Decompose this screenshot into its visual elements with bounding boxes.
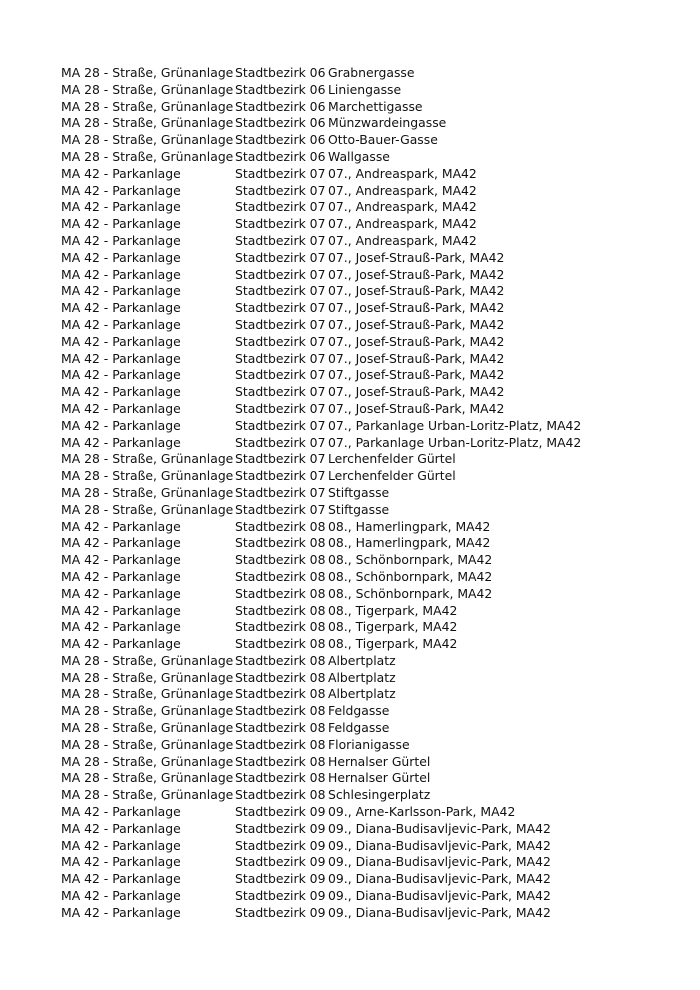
table-row xyxy=(61,519,681,536)
department-cell: MA 28 - Straße, Grünanlage xyxy=(61,669,234,685)
district-cell: Stadtbezirk 07 xyxy=(235,468,326,484)
department-cell: MA 42 - Parkanlage xyxy=(61,400,181,416)
table-row xyxy=(61,435,681,452)
table-row xyxy=(61,183,681,200)
location-cell: Feldgasse xyxy=(328,720,390,736)
table-row xyxy=(61,871,681,888)
department-cell: MA 42 - Parkanlage xyxy=(61,518,181,534)
district-cell: Stadtbezirk 07 xyxy=(235,266,326,282)
table-row xyxy=(61,267,681,284)
department-cell: MA 42 - Parkanlage xyxy=(61,232,181,248)
location-cell: Stiftgasse xyxy=(328,484,390,500)
location-cell: Hernalser Gürtel xyxy=(328,770,431,786)
location-cell: Münzwardeingasse xyxy=(328,115,447,131)
district-cell: Stadtbezirk 07 xyxy=(235,384,326,400)
department-cell: MA 42 - Parkanlage xyxy=(61,199,181,215)
district-cell: Stadtbezirk 07 xyxy=(235,165,326,181)
location-cell: 07., Josef-Strauß-Park, MA42 xyxy=(328,350,505,366)
table-row xyxy=(61,468,681,485)
table-row xyxy=(61,384,681,401)
department-cell: MA 42 - Parkanlage xyxy=(61,804,181,820)
location-cell: 07., Parkanlage Urban-Loritz-Platz, MA42 xyxy=(328,417,582,433)
table-row xyxy=(61,502,681,519)
location-cell: 08., Tigerpark, MA42 xyxy=(328,636,458,652)
location-cell: 07., Andreaspark, MA42 xyxy=(328,182,477,198)
location-cell: Marchettigasse xyxy=(328,98,423,114)
location-cell: 09., Diana-Budisavljevic-Park, MA42 xyxy=(328,854,551,870)
location-cell: 07., Andreaspark, MA42 xyxy=(328,199,477,215)
table-row xyxy=(61,603,681,620)
department-cell: MA 42 - Parkanlage xyxy=(61,165,181,181)
location-cell: Lerchenfelder Gürtel xyxy=(328,468,456,484)
department-cell: MA 42 - Parkanlage xyxy=(61,568,181,584)
table-row xyxy=(61,334,681,351)
district-cell: Stadtbezirk 07 xyxy=(235,333,326,349)
location-cell: 09., Diana-Budisavljevic-Park, MA42 xyxy=(328,820,551,836)
location-cell: 08., Tigerpark, MA42 xyxy=(328,619,458,635)
district-cell: Stadtbezirk 08 xyxy=(235,669,326,685)
table-row xyxy=(61,586,681,603)
table-row xyxy=(61,351,681,368)
location-cell: 07., Josef-Strauß-Park, MA42 xyxy=(328,367,505,383)
table-row xyxy=(61,283,681,300)
table-row xyxy=(61,787,681,804)
table-row xyxy=(61,166,681,183)
table-row xyxy=(61,300,681,317)
district-cell: Stadtbezirk 07 xyxy=(235,199,326,215)
district-cell: Stadtbezirk 08 xyxy=(235,552,326,568)
department-cell: MA 42 - Parkanlage xyxy=(61,216,181,232)
department-cell: MA 28 - Straße, Grünanlage xyxy=(61,115,234,131)
table-row xyxy=(61,535,681,552)
department-cell: MA 42 - Parkanlage xyxy=(61,619,181,635)
location-cell: 09., Diana-Budisavljevic-Park, MA42 xyxy=(328,837,551,853)
department-cell: MA 28 - Straße, Grünanlage xyxy=(61,686,234,702)
department-cell: MA 42 - Parkanlage xyxy=(61,300,181,316)
location-cell: Schlesingerplatz xyxy=(328,787,431,803)
location-cell: Albertplatz xyxy=(328,669,396,685)
table-row xyxy=(61,418,681,435)
table-row xyxy=(61,485,681,502)
location-cell: 08., Schönbornpark, MA42 xyxy=(328,568,493,584)
department-cell: MA 42 - Parkanlage xyxy=(61,367,181,383)
department-cell: MA 42 - Parkanlage xyxy=(61,182,181,198)
table-row xyxy=(61,670,681,687)
document-table xyxy=(61,65,681,922)
department-cell: MA 28 - Straße, Grünanlage xyxy=(61,132,234,148)
table-row xyxy=(61,149,681,166)
department-cell: MA 28 - Straße, Grünanlage xyxy=(61,652,234,668)
department-cell: MA 42 - Parkanlage xyxy=(61,854,181,870)
table-row xyxy=(61,854,681,871)
department-cell: MA 42 - Parkanlage xyxy=(61,434,181,450)
department-cell: MA 42 - Parkanlage xyxy=(61,837,181,853)
district-cell: Stadtbezirk 08 xyxy=(235,585,326,601)
district-cell: Stadtbezirk 06 xyxy=(235,148,326,164)
table-row xyxy=(61,317,681,334)
district-cell: Stadtbezirk 07 xyxy=(235,249,326,265)
location-cell: 07., Andreaspark, MA42 xyxy=(328,216,477,232)
location-cell: 07., Andreaspark, MA42 xyxy=(328,232,477,248)
location-cell: 07., Josef-Strauß-Park, MA42 xyxy=(328,249,505,265)
table-row xyxy=(61,82,681,99)
district-cell: Stadtbezirk 07 xyxy=(235,434,326,450)
location-cell: Hernalser Gürtel xyxy=(328,753,431,769)
location-cell: Stiftgasse xyxy=(328,501,390,517)
district-cell: Stadtbezirk 09 xyxy=(235,888,326,904)
table-row xyxy=(61,250,681,267)
location-cell: 08., Tigerpark, MA42 xyxy=(328,602,458,618)
district-cell: Stadtbezirk 08 xyxy=(235,602,326,618)
department-cell: MA 42 - Parkanlage xyxy=(61,417,181,433)
department-cell: MA 28 - Straße, Grünanlage xyxy=(61,753,234,769)
location-cell: Feldgasse xyxy=(328,703,390,719)
table-row xyxy=(61,619,681,636)
district-cell: Stadtbezirk 07 xyxy=(235,367,326,383)
location-cell: 08., Hamerlingpark, MA42 xyxy=(328,518,491,534)
department-cell: MA 42 - Parkanlage xyxy=(61,636,181,652)
department-cell: MA 28 - Straße, Grünanlage xyxy=(61,736,234,752)
district-cell: Stadtbezirk 08 xyxy=(235,518,326,534)
department-cell: MA 42 - Parkanlage xyxy=(61,871,181,887)
department-cell: MA 42 - Parkanlage xyxy=(61,585,181,601)
table-row xyxy=(61,132,681,149)
district-cell: Stadtbezirk 06 xyxy=(235,115,326,131)
location-cell: 07., Josef-Strauß-Park, MA42 xyxy=(328,266,505,282)
department-cell: MA 28 - Straße, Grünanlage xyxy=(61,98,234,114)
district-cell: Stadtbezirk 09 xyxy=(235,804,326,820)
table-row xyxy=(61,754,681,771)
district-cell: Stadtbezirk 07 xyxy=(235,216,326,232)
department-cell: MA 42 - Parkanlage xyxy=(61,552,181,568)
location-cell: 07., Andreaspark, MA42 xyxy=(328,165,477,181)
district-cell: Stadtbezirk 06 xyxy=(235,98,326,114)
location-cell: 09., Diana-Budisavljevic-Park, MA42 xyxy=(328,904,551,920)
department-cell: MA 28 - Straße, Grünanlage xyxy=(61,451,234,467)
table-row xyxy=(61,451,681,468)
location-cell: Albertplatz xyxy=(328,652,396,668)
district-cell: Stadtbezirk 07 xyxy=(235,300,326,316)
table-row xyxy=(61,233,681,250)
district-cell: Stadtbezirk 06 xyxy=(235,65,326,80)
location-cell: Otto-Bauer-Gasse xyxy=(328,132,438,148)
location-cell: 08., Hamerlingpark, MA42 xyxy=(328,535,491,551)
location-cell: 07., Josef-Strauß-Park, MA42 xyxy=(328,316,505,332)
district-cell: Stadtbezirk 08 xyxy=(235,787,326,803)
district-cell: Stadtbezirk 07 xyxy=(235,417,326,433)
district-cell: Stadtbezirk 08 xyxy=(235,652,326,668)
table-row xyxy=(61,99,681,116)
district-cell: Stadtbezirk 07 xyxy=(235,501,326,517)
table-row xyxy=(61,804,681,821)
table-body xyxy=(61,65,681,922)
district-cell: Stadtbezirk 09 xyxy=(235,837,326,853)
location-cell: Lerchenfelder Gürtel xyxy=(328,451,456,467)
department-cell: MA 42 - Parkanlage xyxy=(61,333,181,349)
district-cell: Stadtbezirk 09 xyxy=(235,820,326,836)
table-row xyxy=(61,636,681,653)
department-cell: MA 42 - Parkanlage xyxy=(61,904,181,920)
table-row xyxy=(61,65,681,82)
location-cell: 08., Schönbornpark, MA42 xyxy=(328,585,493,601)
table-row xyxy=(61,737,681,754)
table-row xyxy=(61,367,681,384)
department-cell: MA 28 - Straße, Grünanlage xyxy=(61,65,234,80)
department-cell: MA 42 - Parkanlage xyxy=(61,350,181,366)
location-cell: Florianigasse xyxy=(328,736,410,752)
district-cell: Stadtbezirk 09 xyxy=(235,871,326,887)
district-cell: Stadtbezirk 07 xyxy=(235,451,326,467)
district-cell: Stadtbezirk 08 xyxy=(235,535,326,551)
location-cell: 09., Diana-Budisavljevic-Park, MA42 xyxy=(328,888,551,904)
department-cell: MA 28 - Straße, Grünanlage xyxy=(61,720,234,736)
table-row xyxy=(61,216,681,233)
location-cell: 09., Diana-Budisavljevic-Park, MA42 xyxy=(328,871,551,887)
district-cell: Stadtbezirk 07 xyxy=(235,283,326,299)
department-cell: MA 42 - Parkanlage xyxy=(61,384,181,400)
district-cell: Stadtbezirk 07 xyxy=(235,316,326,332)
department-cell: MA 28 - Straße, Grünanlage xyxy=(61,770,234,786)
location-cell: 09., Arne-Karlsson-Park, MA42 xyxy=(328,804,516,820)
district-cell: Stadtbezirk 08 xyxy=(235,736,326,752)
department-cell: MA 42 - Parkanlage xyxy=(61,283,181,299)
department-cell: MA 28 - Straße, Grünanlage xyxy=(61,484,234,500)
department-cell: MA 42 - Parkanlage xyxy=(61,888,181,904)
table-row xyxy=(61,401,681,418)
table-row xyxy=(61,569,681,586)
district-cell: Stadtbezirk 07 xyxy=(235,350,326,366)
table-row xyxy=(61,821,681,838)
location-cell: Liniengasse xyxy=(328,81,402,97)
table-row xyxy=(61,199,681,216)
location-cell: 07., Josef-Strauß-Park, MA42 xyxy=(328,400,505,416)
location-cell: 07., Josef-Strauß-Park, MA42 xyxy=(328,333,505,349)
district-cell: Stadtbezirk 08 xyxy=(235,619,326,635)
district-cell: Stadtbezirk 08 xyxy=(235,720,326,736)
district-cell: Stadtbezirk 09 xyxy=(235,854,326,870)
district-cell: Stadtbezirk 08 xyxy=(235,568,326,584)
department-cell: MA 28 - Straße, Grünanlage xyxy=(61,148,234,164)
district-cell: Stadtbezirk 08 xyxy=(235,636,326,652)
table-row xyxy=(61,653,681,670)
location-cell: Albertplatz xyxy=(328,686,396,702)
table-row xyxy=(61,905,681,922)
location-cell: 07., Josef-Strauß-Park, MA42 xyxy=(328,300,505,316)
table-row xyxy=(61,115,681,132)
location-cell: 07., Parkanlage Urban-Loritz-Platz, MA42 xyxy=(328,434,582,450)
department-cell: MA 42 - Parkanlage xyxy=(61,266,181,282)
department-cell: MA 28 - Straße, Grünanlage xyxy=(61,81,234,97)
table-row xyxy=(61,686,681,703)
district-cell: Stadtbezirk 07 xyxy=(235,400,326,416)
table-row xyxy=(61,770,681,787)
table-row xyxy=(61,888,681,905)
table-row xyxy=(61,552,681,569)
district-cell: Stadtbezirk 09 xyxy=(235,904,326,920)
location-cell: Grabnergasse xyxy=(328,65,415,80)
location-cell: 07., Josef-Strauß-Park, MA42 xyxy=(328,283,505,299)
department-cell: MA 42 - Parkanlage xyxy=(61,535,181,551)
table-row xyxy=(61,703,681,720)
location-cell: Wallgasse xyxy=(328,148,390,164)
department-cell: MA 28 - Straße, Grünanlage xyxy=(61,468,234,484)
district-cell: Stadtbezirk 07 xyxy=(235,484,326,500)
department-cell: MA 42 - Parkanlage xyxy=(61,316,181,332)
location-cell: 07., Josef-Strauß-Park, MA42 xyxy=(328,384,505,400)
district-cell: Stadtbezirk 08 xyxy=(235,703,326,719)
table-row xyxy=(61,720,681,737)
department-cell: MA 42 - Parkanlage xyxy=(61,820,181,836)
department-cell: MA 28 - Straße, Grünanlage xyxy=(61,501,234,517)
district-cell: Stadtbezirk 07 xyxy=(235,182,326,198)
department-cell: MA 28 - Straße, Grünanlage xyxy=(61,787,234,803)
department-cell: MA 42 - Parkanlage xyxy=(61,602,181,618)
department-cell: MA 28 - Straße, Grünanlage xyxy=(61,703,234,719)
table-row xyxy=(61,838,681,855)
department-cell: MA 42 - Parkanlage xyxy=(61,249,181,265)
district-cell: Stadtbezirk 06 xyxy=(235,132,326,148)
district-cell: Stadtbezirk 06 xyxy=(235,81,326,97)
district-cell: Stadtbezirk 07 xyxy=(235,232,326,248)
district-cell: Stadtbezirk 08 xyxy=(235,770,326,786)
location-cell: 08., Schönbornpark, MA42 xyxy=(328,552,493,568)
district-cell: Stadtbezirk 08 xyxy=(235,686,326,702)
district-cell: Stadtbezirk 08 xyxy=(235,753,326,769)
